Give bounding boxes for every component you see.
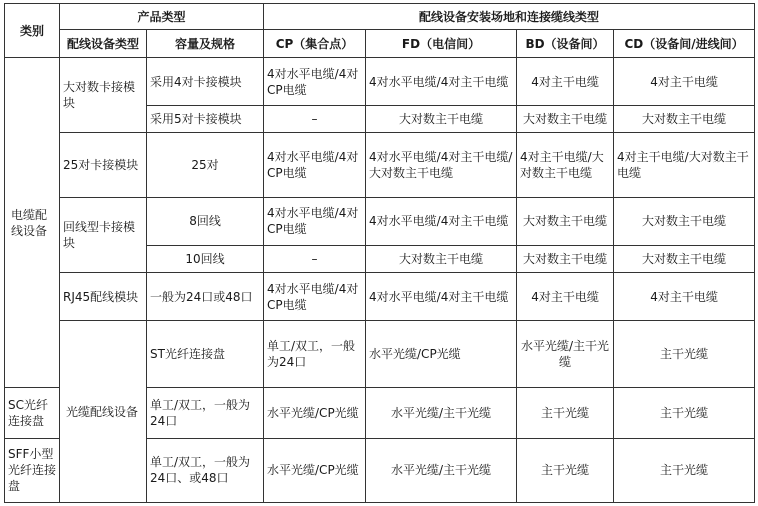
fd-cell: 4对水平电缆/4对主干电缆 <box>366 58 517 106</box>
cp-cell: 4对水平电缆/4对CP电缆 <box>264 197 366 245</box>
category-cell: 光缆配线设备 <box>60 321 147 503</box>
cd-cell: 4对主干电缆 <box>614 273 755 321</box>
device-type-cell: RJ45配线模块 <box>60 273 147 321</box>
spec-cell: 单工/双工，一般为24口 <box>147 388 264 438</box>
fd-cell: 4对水平电缆/4对主干电缆/大对数主干电缆 <box>366 133 517 197</box>
table-row <box>5 197 755 245</box>
cp-cell: 4对水平电缆/4对CP电缆 <box>264 58 366 106</box>
device-type-cell: SFF小型光纤连接盘 <box>5 438 60 502</box>
bd-cell: 主干光缆 <box>517 388 614 438</box>
bd-cell: 4对主干电缆 <box>517 58 614 106</box>
header-cp: CP（集合点） <box>264 30 366 58</box>
cp-cell: – <box>264 106 366 133</box>
cabling-device-table <box>4 3 755 503</box>
bd-cell: 大对数主干电缆 <box>517 245 614 272</box>
cp-cell: 水平光缆/CP光缆 <box>264 438 366 502</box>
header-product-type: 产品类型 <box>60 4 264 30</box>
header-device-type: 配线设备类型 <box>60 30 147 58</box>
cd-cell: 大对数主干电缆 <box>614 245 755 272</box>
spec-cell: 单工/双工，一般为24口、或48口 <box>147 438 264 502</box>
fd-cell: 4对水平电缆/4对主干电缆 <box>366 197 517 245</box>
header-fd: FD（电信间） <box>366 30 517 58</box>
bd-cell: 主干光缆 <box>517 438 614 502</box>
header-bd: BD（设备间） <box>517 30 614 58</box>
bd-cell: 4对主干电缆/大对数主干电缆 <box>517 133 614 197</box>
device-type-cell: 大对数卡接模块 <box>60 58 147 133</box>
device-type-cell: 回线型卡接模块 <box>60 197 147 272</box>
header-cd: CD（设备间/进线间） <box>614 30 755 58</box>
fd-cell: 水平光缆/主干光缆 <box>366 438 517 502</box>
spec-cell: 25对 <box>147 133 264 197</box>
cp-cell: 水平光缆/CP光缆 <box>264 388 366 438</box>
bd-cell: 主干光缆 <box>614 321 755 388</box>
spec-cell: 10回线 <box>147 245 264 272</box>
fd-cell: 水平光缆/主干光缆 <box>517 321 614 388</box>
table-row <box>5 133 755 197</box>
header-row-2 <box>5 30 755 58</box>
spec-cell: 一般为24口或48口 <box>147 273 264 321</box>
table-row <box>5 321 755 388</box>
cd-cell: 主干光缆 <box>614 438 755 502</box>
header-row-1 <box>5 4 755 30</box>
table-row <box>5 273 755 321</box>
fd-cell: 水平光缆/主干光缆 <box>366 388 517 438</box>
spec-cell: 单工/双工，一般为24口 <box>264 321 366 388</box>
header-category: 类别 <box>5 4 60 58</box>
cd-cell: 4对主干电缆/大对数主干电缆 <box>614 133 755 197</box>
cd-cell: 大对数主干电缆 <box>614 106 755 133</box>
cp-cell: 水平光缆/CP光缆 <box>366 321 517 388</box>
bd-cell: 4对主干电缆 <box>517 273 614 321</box>
fd-cell: 大对数主干电缆 <box>366 245 517 272</box>
cp-cell: 4对水平电缆/4对CP电缆 <box>264 133 366 197</box>
device-type-cell: 25对卡接模块 <box>60 133 147 197</box>
fd-cell: 4对水平电缆/4对主干电缆 <box>366 273 517 321</box>
header-capacity: 容量及规格 <box>147 30 264 58</box>
cp-cell: – <box>264 245 366 272</box>
table-row <box>5 58 755 106</box>
cp-cell: 4对水平电缆/4对CP电缆 <box>264 273 366 321</box>
spec-cell: 采用5对卡接模块 <box>147 106 264 133</box>
header-site-and-cable: 配线设备安装场地和连接缆线类型 <box>264 4 755 30</box>
spec-cell: 8回线 <box>147 197 264 245</box>
category-cell: 电缆配线设备 <box>5 58 60 388</box>
bd-cell: 大对数主干电缆 <box>517 106 614 133</box>
cd-cell: 4对主干电缆 <box>614 58 755 106</box>
cd-cell: 大对数主干电缆 <box>614 197 755 245</box>
spec-cell: 采用4对卡接模块 <box>147 58 264 106</box>
cd-cell: 主干光缆 <box>614 388 755 438</box>
device-type-cell: ST光纤连接盘 <box>147 321 264 388</box>
fd-cell: 大对数主干电缆 <box>366 106 517 133</box>
device-type-cell: SC光纤连接盘 <box>5 388 60 438</box>
bd-cell: 大对数主干电缆 <box>517 197 614 245</box>
